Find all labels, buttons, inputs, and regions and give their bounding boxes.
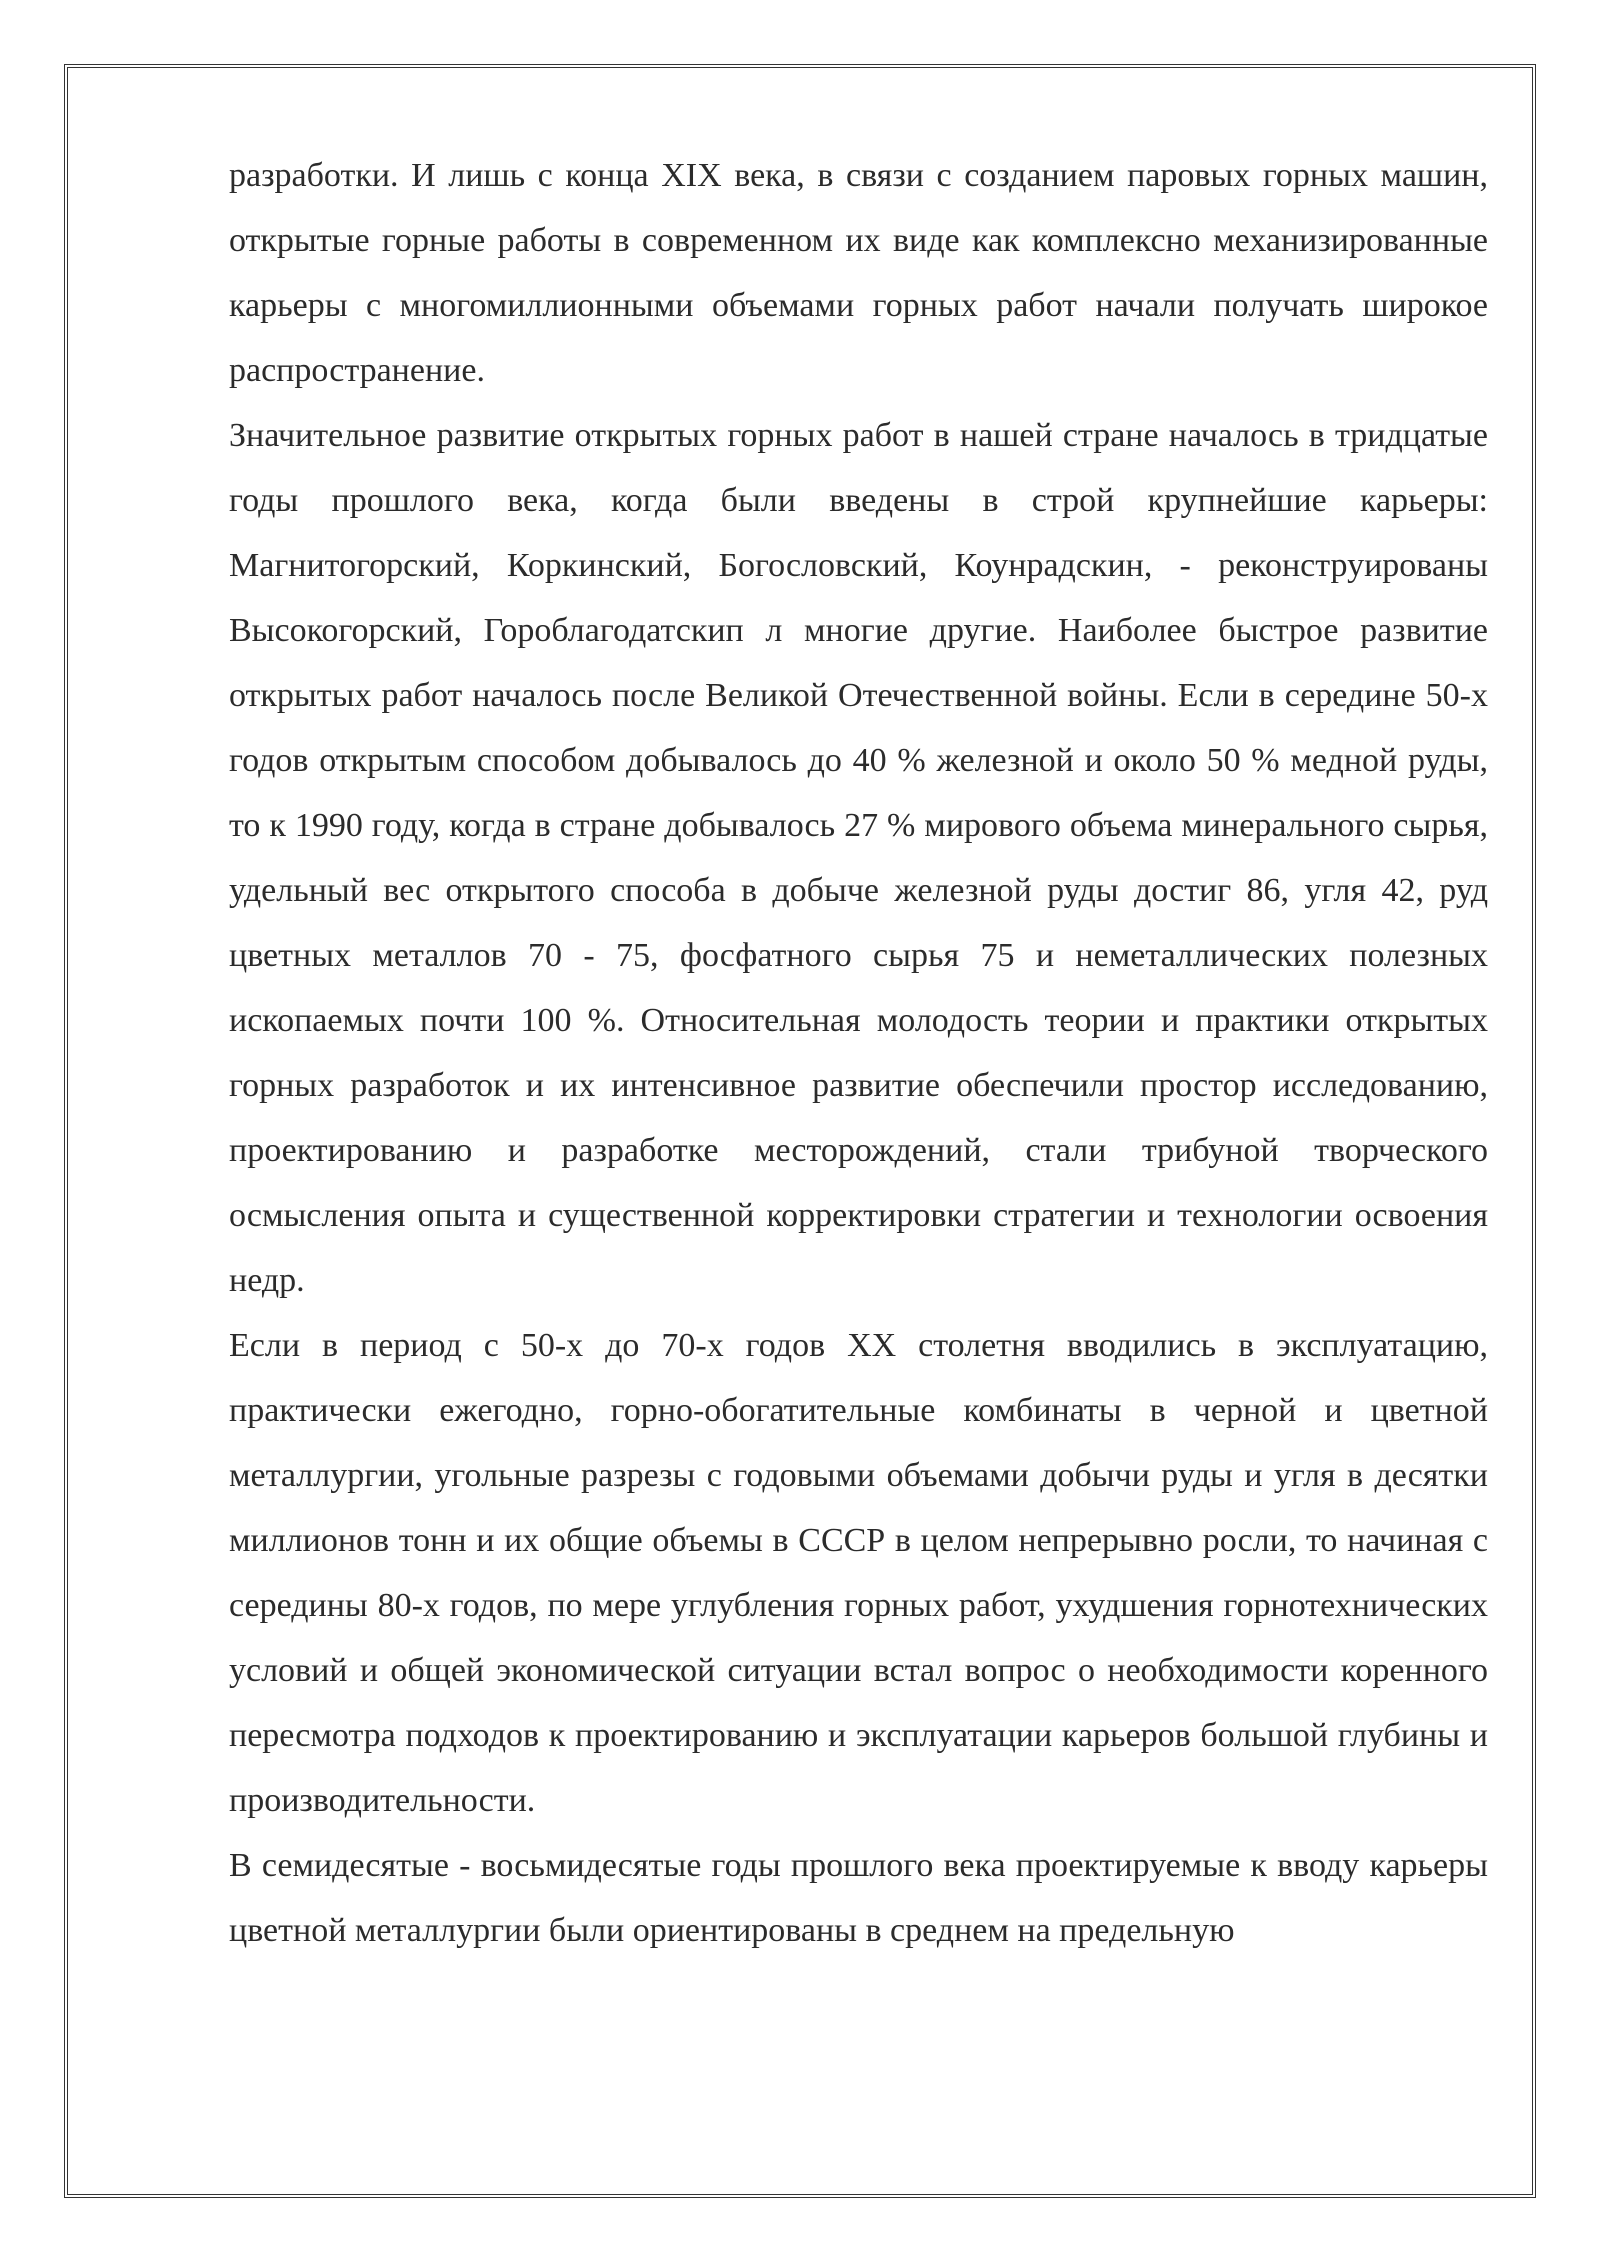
paragraph-3: Если в период с 50-х до 70-х годов XX столетня вводились в эксплуатацию, практически ежегодно, горно-обогатительные комбинаты в черной и цветной металлургии, угольные разрезы с годовыми объемами добычи руды и угля в десятки миллионов тонн и их общие объемы в СССР в целом непрерывно росли, то начиная с середины 80-х годов, по мере углубления горных работ, ухудшения горнотехнических условий и общей экономической ситуации встал вопрос о необходимости коренного пересмотра подходов к проектированию и эксплуатации карьеров большой глубины и производительности. [229,1327,1488,1819]
paragraph-1: разработки. И лишь с конца XIX века, в связи с созданием паровых горных машин, открытые горные работы в современном их виде как комплексно механизированные карьеры с многомиллионными объемами горных работ начали получать широкое распространение. [229,157,1488,389]
document-body [229,143,1488,1963]
paragraph-4: В семидесятые - восьмидесятые годы прошлого века проектируемые к вводу карьеры цветной металлургии были ориентированы в среднем на предельную [229,1847,1488,1949]
paragraph-2: Значительное развитие открытых горных работ в нашей стране началось в тридцатые годы прошлого века, когда были введены в строй крупнейшие карьеры: Магнитогорский, Коркинский, Богословский, Коунрадскин, - реконструированы Высокогорский, Гороблагодатскип л многие другие. Наиболее быстрое развитие открытых работ началось после Великой Отечественной войны. Если в середине 50-х годов открытым способом добывалось до 40 % железной и около 50 % медной руды, то к 1990 году, когда в стране добывалось 27 % мирового объема минерального сырья, удельный вес открытого способа в добыче железной руды достиг 86, угля 42, руд цветных металлов 70 - 75, фосфатного сырья 75 и неметаллических полезных ископаемых почти 100 %. Относительная молодость теории и практики открытых горных разработок и их интенсивное развитие обеспечили простор исследованию, проектированию и разработке месторождений, стали трибуной творческого осмысления опыта и существенной корректировки стратегии и технологии освоения недр. [229,417,1488,1299]
